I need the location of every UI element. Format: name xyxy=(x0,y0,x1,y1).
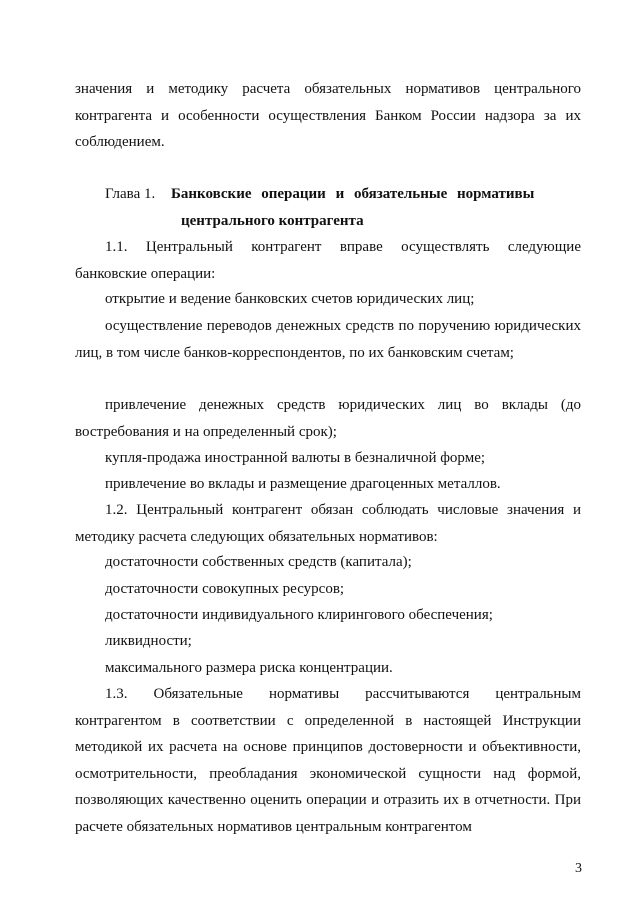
paragraph-1-2: 1.2. Центральный контрагент обязан соблюдать числовые значения и методику расчета следующих обязательных нормативов: xyxy=(75,502,581,545)
page-number: 3 xyxy=(575,861,582,876)
list-item: достаточности совокупных ресурсов; xyxy=(105,581,345,597)
chapter-heading xyxy=(75,181,581,234)
intro-paragraph: значения и методику расчета обязательных нормативов центрального контрагента и особенности осуществления Банком России надзора за их соблюдением. xyxy=(75,81,581,150)
list-item: ликвидности; xyxy=(105,633,192,649)
paragraph-1-1: 1.1. Центральный контрагент вправе осуществлять следующие банковские операции: xyxy=(75,239,581,282)
list-item: купля-продажа иностранной валюты в безналичной форме; xyxy=(105,450,486,466)
list-item: достаточности собственных средств (капитала); xyxy=(105,554,412,570)
list-item: привлечение во вклады и размещение драгоценных металлов. xyxy=(105,476,501,492)
list-item: осуществление переводов денежных средств по поручению юридических лиц, в том числе банков-корреспондентов, по их банковским счетам; xyxy=(75,318,581,361)
list-item: привлечение денежных средств юридических лиц во вклады (до востребования и на определенный срок); xyxy=(75,397,581,440)
chapter-title-line1: Банковские операции и обязательные нормативы xyxy=(170,186,535,202)
chapter-number: 1. xyxy=(143,186,156,202)
chapter-label: Глава xyxy=(105,186,141,202)
list-item: максимального размера риска концентрации. xyxy=(105,660,393,676)
list-item: открытие и ведение банковских счетов юридических лиц; xyxy=(105,291,475,307)
list-item: достаточности индивидуального клирингового обеспечения; xyxy=(105,607,493,623)
paragraph-1-3: 1.3. Обязательные нормативы рассчитываются центральным контрагентом в соответствии с определенной в настоящей Инструкции методикой их расчета на основе принципов достоверности и объективности, осмотрительности, преобладания экономической сущности над формой, позволяющих качественно оценить операции и отразить их в отчетности. При расчете обязательных нормативов центральным контрагентом xyxy=(75,686,581,835)
chapter-title-line2: центрального контрагента xyxy=(181,212,364,229)
